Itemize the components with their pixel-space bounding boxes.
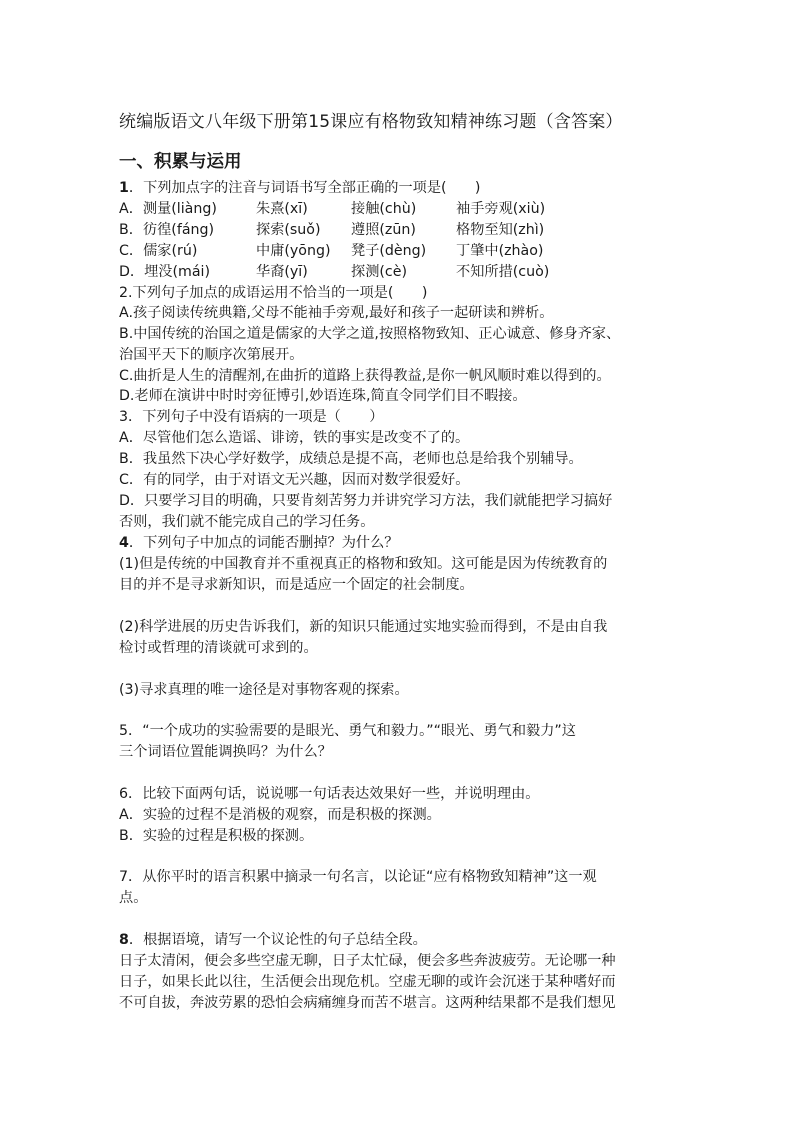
q1-option-c-1: C．儒家(rú) [119, 243, 198, 259]
q3-option-c: C．有的同学，由于对语文无兴趣，因而对数学很爱好。 [119, 472, 470, 488]
q4-sentence-3: (3)寻求真理的唯一途径是对事物客观的探索。 [119, 682, 409, 698]
q1-option-c-2: 中庸(yōng) [256, 243, 331, 259]
q2-option-b: B.中国传统的治国之道是儒家的大学之道,按照格物致知、正心诚意、修身齐家、 [119, 326, 621, 342]
document-title: 统编版语文八年级下册第15课应有格物致知精神练习题（含答案） [119, 112, 623, 132]
q1-option-c-3: 凳子(dèng) [351, 243, 427, 259]
q4-sentence-1-cont: 目的并不是寻求新知识，而是适应一个固定的社会制度。 [119, 577, 474, 593]
q1-option-b-3: 遵照(zūn) [351, 222, 416, 238]
q1-option-b-4: 格物至知(zhì) [456, 222, 545, 238]
q4-sentence-2: (2)科学进展的历史告诉我们，新的知识只能通过实地实验而得到，不是由自我 [119, 619, 608, 635]
q2-option-a: A.孩子阅读传统典籍,父母不能袖手旁观,最好和孩子一起研读和辨析。 [119, 305, 554, 321]
q1-option-a-1: A．测量(liàng) [119, 201, 217, 217]
question-8-stem: 8．根据语境，请写一个议论性的句子总结全段。 [119, 932, 427, 948]
section-heading: 一、积累与运用 [119, 152, 242, 172]
question-number: 1 [119, 180, 129, 196]
question-1-stem: 1．下列加点字的注音与词语书写全部正确的一项是( ) [119, 180, 481, 196]
q4-sentence-1: (1)但是传统的中国教育并不重视真正的格物和致知。这可能是因为传统教育的 [119, 556, 608, 572]
question-number: 8 [119, 932, 129, 948]
q3-option-d: D．只要学习目的明确，只要肯刻苦努力并讲究学习方法，我们就能把学习搞好 [119, 493, 613, 509]
q2-option-d: D.老师在演讲中时时旁征博引,妙语连珠,简直令同学们目不暇接。 [119, 388, 527, 404]
q1-option-a-4: 袖手旁观(xiù) [456, 201, 546, 217]
q6-option-a: A．实验的过程不是消极的观察，而是积极的探测。 [119, 807, 441, 823]
question-7-stem-cont: 点。 [119, 890, 148, 906]
question-2-stem: 2.下列句子加点的成语运用不恰当的一项是( ) [119, 285, 428, 301]
q1-option-d-2: 华裔(yī) [256, 264, 308, 280]
question-5-stem: 5．“一个成功的实验需要的是眼光、勇气和毅力。”“眼光、勇气和毅力”这 [119, 723, 576, 739]
q1-option-b-2: 探索(suǒ) [256, 222, 321, 238]
q2-option-c: C.曲折是人生的清醒剂,在曲折的道路上获得教益,是你一帆风顺时难以得到的。 [119, 368, 611, 384]
question-6-stem: 6．比较下面两句话，说说哪一句话表达效果好一些，并说明理由。 [119, 786, 540, 802]
q6-option-b: B．实验的过程是积极的探测。 [119, 828, 314, 844]
q3-option-d-cont: 否则，我们就不能完成自己的学习任务。 [119, 514, 375, 530]
q1-option-d-4: 不知所措(cuò) [456, 264, 550, 280]
q3-option-a: A．尽管他们怎么造谣、诽谤，铁的事实是改变不了的。 [119, 430, 470, 446]
q8-passage-line-2: 日子，如果长此以往，生活便会出现危机。空虚无聊的或许会沉迷于某种嗜好而 [119, 974, 616, 990]
question-5-stem-cont: 三个词语位置能调换吗？为什么？ [119, 744, 332, 760]
question-number: 4 [119, 535, 129, 551]
question-3-stem: 3．下列句子中没有语病的一项是（ ） [119, 409, 384, 425]
q1-option-b-1: B．彷徨(fáng) [119, 222, 215, 238]
q2-option-b-cont: 治国平天下的顺序次第展开。 [119, 347, 304, 363]
question-7-stem: 7．从你平时的语言积累中摘录一句名言，以论证“应有格物致知精神”这一观 [119, 869, 597, 885]
q3-option-b: B．我虽然下决心学好数学，成绩总是提不高，老师也总是给我个别辅导。 [119, 451, 583, 467]
q1-option-d-1: D．埋没(mái) [119, 264, 211, 280]
q1-option-d-3: 探测(cè) [351, 264, 407, 280]
q4-sentence-2-cont: 检讨或哲理的清谈就可求到的。 [119, 640, 318, 656]
q8-passage-line-3: 不可自拔，奔波劳累的恐怕会病痛缠身而苦不堪言。这两种结果都不是我们想见 [119, 995, 616, 1011]
q8-passage-line-1: 日子太清闲，便会多些空虚无聊，日子太忙碌，便会多些奔波疲劳。无论哪一种 [119, 953, 616, 969]
q1-option-a-2: 朱熹(xī) [256, 201, 308, 217]
q1-option-a-3: 接触(chù) [351, 201, 417, 217]
q1-option-c-4: 丁肇中(zhào) [456, 243, 544, 259]
question-4-stem: 4．下列句子中加点的词能否删掉？为什么？ [119, 535, 399, 551]
